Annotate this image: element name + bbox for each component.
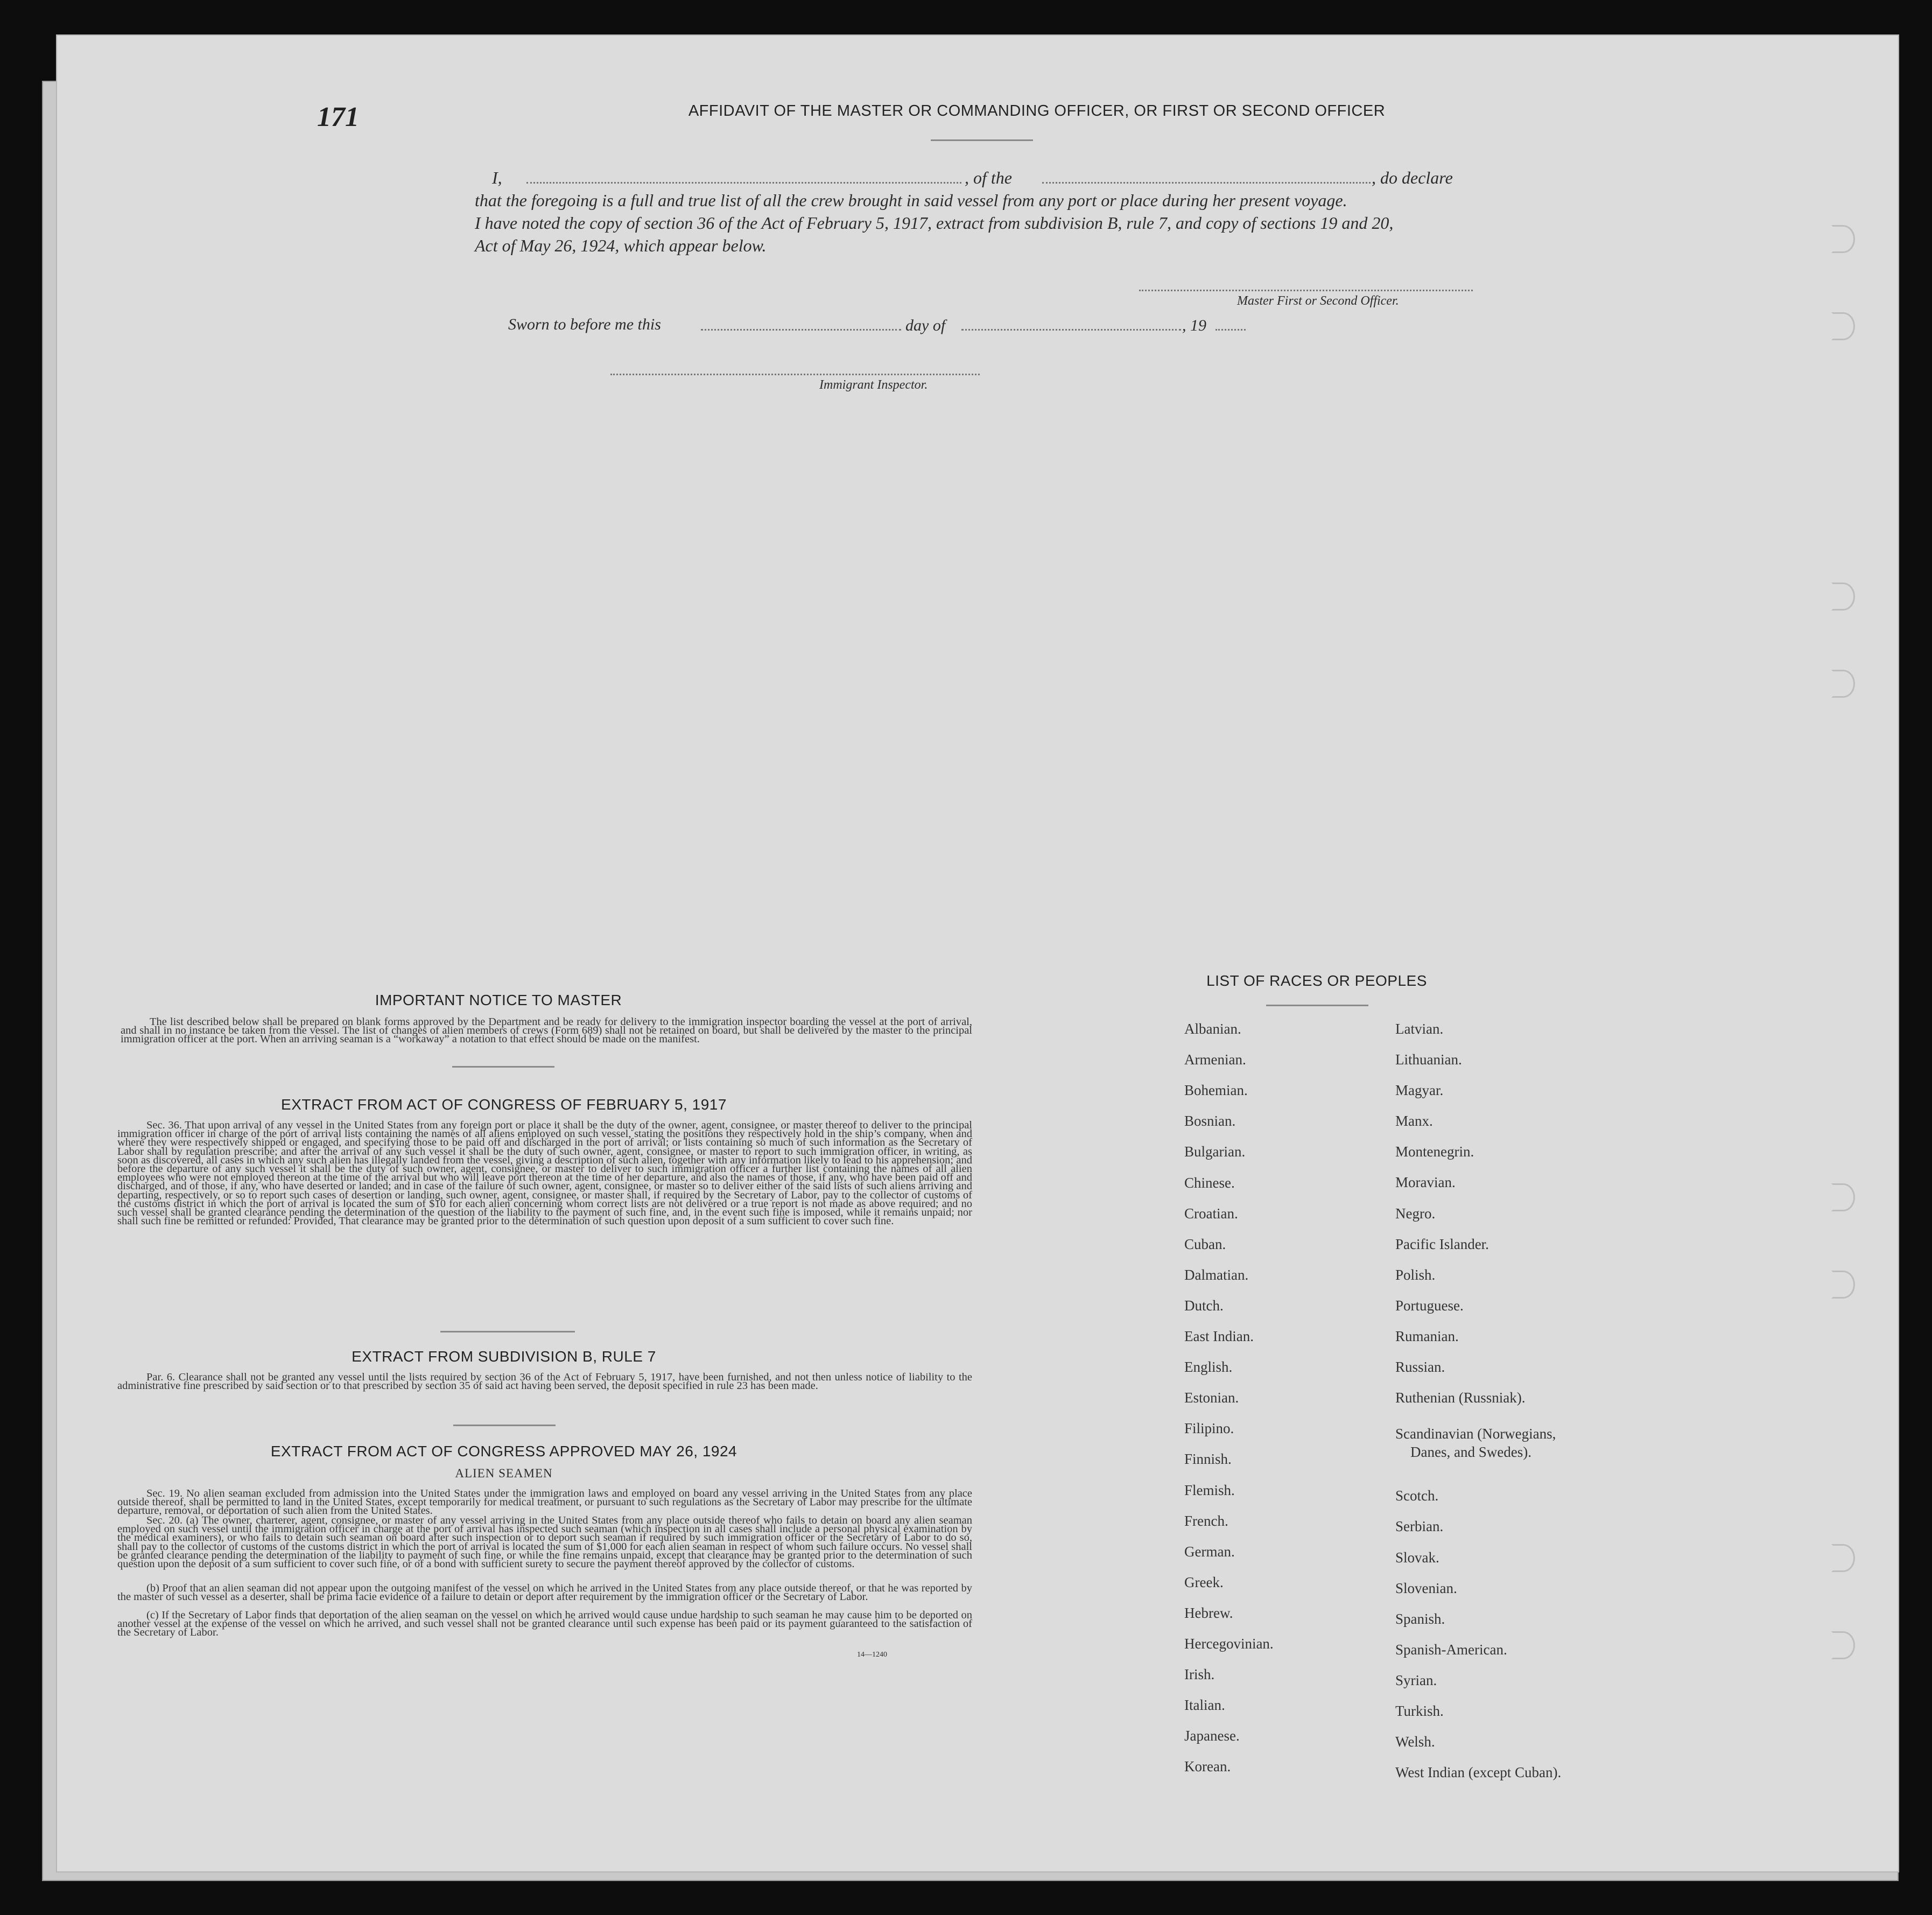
divider bbox=[452, 1066, 554, 1068]
divider bbox=[453, 1425, 556, 1426]
form-number: 14—1240 bbox=[857, 1651, 887, 1659]
race-item: Latvian. bbox=[1395, 1021, 1444, 1037]
affidavit-of-the: , of the bbox=[965, 168, 1012, 187]
race-item: Chinese. bbox=[1184, 1175, 1235, 1191]
race-item: Negro. bbox=[1395, 1205, 1436, 1222]
race-item: Flemish. bbox=[1184, 1482, 1235, 1498]
divider bbox=[931, 139, 1033, 141]
race-item: Syrian. bbox=[1395, 1672, 1437, 1688]
race-item: Bosnian. bbox=[1184, 1113, 1236, 1129]
race-item: Finnish. bbox=[1184, 1451, 1232, 1467]
extract-1917-title: EXTRACT FROM ACT OF CONGRESS OF FEBRUARY 5, 1917 bbox=[281, 1096, 727, 1113]
sec-19-text: Sec. 19. No alien seaman excluded from admission into the United States under the immigration laws and employed on board any vessel arriving in the United States from any place outside thereof, shall be permitted to land in the United States, except temporarily for medical treatment, or pursuant to such regulations as the Secretary of Labor may prescribe for the ultimate departure, removal, or deportation of such alien from the United States. bbox=[117, 1488, 972, 1517]
race-item: Bohemian. bbox=[1184, 1082, 1248, 1098]
race-item: Korean. bbox=[1184, 1758, 1231, 1774]
affidavit-line-2: that the foregoing is a full and true list of all the crew brought in said vessel from any port or place during her present voyage. bbox=[475, 191, 1347, 210]
document-page bbox=[57, 36, 1898, 1871]
extract-1924-title: EXTRACT FROM ACT OF CONGRESS APPROVED MAY 26, 1924 bbox=[270, 1443, 737, 1460]
race-item: Japanese. bbox=[1184, 1728, 1240, 1744]
race-item: Montenegrin. bbox=[1395, 1144, 1474, 1160]
race-item: Spanish-American. bbox=[1395, 1642, 1507, 1658]
race-item: Turkish. bbox=[1395, 1703, 1444, 1719]
notice-title: IMPORTANT NOTICE TO MASTER bbox=[375, 992, 622, 1008]
race-item: Croatian. bbox=[1184, 1205, 1238, 1222]
affidavit-i: I, bbox=[492, 168, 502, 187]
race-item: Rumanian. bbox=[1395, 1328, 1459, 1344]
sworn-label: Sworn to before me this bbox=[508, 315, 661, 333]
sworn-year-line bbox=[1216, 329, 1246, 331]
vessel-field-line bbox=[1042, 182, 1371, 184]
sec-20b-text: (b) Proof that an alien seaman did not appear upon the outgoing manifest of the vessel on which he arrived in the United States from any place outside thereof, or that he was reported by the master of such vessel as a deserter, shall be prima facie evidence of a failure to detain or deport after requirement by the immigration officer or the Secretary of Labor. bbox=[117, 1582, 972, 1603]
race-item: Filipino. bbox=[1184, 1420, 1234, 1436]
race-item: West Indian (except Cuban). bbox=[1395, 1764, 1562, 1780]
race-item: Ruthenian (Russniak). bbox=[1395, 1390, 1526, 1406]
binder-hole bbox=[1831, 583, 1855, 611]
race-item: Moravian. bbox=[1395, 1174, 1456, 1190]
race-item: Scandinavian (Norwegians, bbox=[1395, 1426, 1556, 1442]
sworn-month-line bbox=[961, 329, 1181, 331]
race-item: Greek. bbox=[1184, 1574, 1224, 1590]
race-item: Slovak. bbox=[1395, 1549, 1439, 1566]
day-of-label: day of bbox=[905, 317, 946, 334]
master-signature-label: Master First or Second Officer. bbox=[1237, 294, 1399, 308]
race-item: Albanian. bbox=[1184, 1021, 1241, 1037]
extract-1917-body: Sec. 36. That upon arrival of any vessel in the United States from any foreign port or place it shall be the duty of the owner, agent, consignee, or master thereof to deliver to the principal immigration officer in charge of the port of arrival lists containing the names of all aliens employed on such vessel, stating the positions they respectively hold in the ship’s company, when and where they were respectively shipped or engaged, and specifying those to be paid off and discharged in the port of arrival; or lists containing so much of such information as the Secretary of Labor shall by regulation prescribe; and after the arrival of any such vessel it shall be the duty of such owner, agent, consignee, or master to report to such immigration officer, in writing, as soon as discovered, all cases in which any such alien has illegally landed from the vessel, giving a description of such alien, together with any information likely to lead to his apprehension; and before the departure of any such vessel it shall be the duty of such owner, agent, consignee, or master to deliver to such immigration officer a further list containing the names of all alien employees who were not employed thereon at the time of the arrival but who will leave port thereon at the time of her departure, and also the names of those, if any, who have been paid off and discharged, and of those, if any, who have deserted or landed; and in case of the failure of such owner, agent, consignee, or master so to deliver either of the said lists of such aliens arriving and departing, respectively, or so to report such cases of desertion or landing, such owner, agent, consignee, or master shall, if required by the Secretary of Labor, pay to the collector of customs of the customs district in which the port of arrival is located the sum of $10 for each alien concerning whom correct lists are not delivered or a true report is not made as above required; and no such vessel shall be granted clearance pending the determination of the question of the liability to the payment of such fine, and, in the event such fine is imposed, while it remains unpaid; nor shall such fine be remitted or refunded: Provided, That clearance may be granted prior to the determination of such question upon deposit of a sum sufficient to cover such fine. bbox=[117, 1119, 972, 1227]
race-item: Dutch. bbox=[1184, 1297, 1224, 1314]
race-item: Armenian. bbox=[1184, 1051, 1246, 1068]
inspector-label: Immigrant Inspector. bbox=[819, 378, 928, 392]
race-item: Serbian. bbox=[1395, 1518, 1444, 1534]
races-title: LIST OF RACES OR PEOPLES bbox=[1206, 972, 1427, 989]
race-item: Pacific Islander. bbox=[1395, 1236, 1489, 1252]
subdivision-body: Par. 6. Clearance shall not be granted any vessel until the lists required by section 36 of the Act of February 5, 1917, have been furnished, and not then unless notice of liability to the administrative fine prescribed by said section or to that prescribed by section 35 of said act having been served, the deposit specified in rule 23 has been made. bbox=[117, 1371, 972, 1392]
binder-hole bbox=[1831, 1183, 1855, 1211]
race-item: Cuban. bbox=[1184, 1236, 1226, 1252]
race-item: Hercegovinian. bbox=[1184, 1636, 1274, 1652]
divider bbox=[1266, 1005, 1368, 1006]
binder-hole bbox=[1831, 1544, 1855, 1572]
binder-hole bbox=[1831, 670, 1855, 698]
master-signature-line bbox=[1139, 290, 1473, 291]
binder-hole bbox=[1831, 1631, 1855, 1659]
race-item: Estonian. bbox=[1184, 1390, 1239, 1406]
race-item: Lithuanian. bbox=[1395, 1051, 1462, 1068]
affidavit-do-declare: , do declare bbox=[1372, 168, 1453, 187]
race-item: Polish. bbox=[1395, 1267, 1436, 1283]
race-item: Manx. bbox=[1395, 1113, 1433, 1129]
divider bbox=[440, 1331, 575, 1332]
page-number: 171 bbox=[317, 102, 359, 132]
race-item: German. bbox=[1184, 1544, 1235, 1560]
race-item: French. bbox=[1184, 1513, 1228, 1529]
name-field-line bbox=[526, 182, 961, 184]
race-item: East Indian. bbox=[1184, 1328, 1254, 1344]
notice-body: The list described below shall be prepared on blank forms approved by the Department and be ready for delivery to the immigration inspector boarding the vessel at the port of arrival, and shall in no instance be taken from the vessel. The list of changes of alien members of crews (Form 689) shall not be retained on board, but shall be delivered by the master to the principal immigration officer at the port. When an arriving seaman is a “workaway” a notation to that effect should be made on the manifest. bbox=[121, 1016, 972, 1046]
sec-20c-text: (c) If the Secretary of Labor finds that deportation of the alien seaman on the vessel on which he arrived would cause undue hardship to such seaman he may cause him to be deported on another vessel at the expense of the vessel on which he arrived, and such vessel shall not be granted clearance until such expense has been paid or its payment guaranteed to the satisfaction of the Secretary of Labor. bbox=[117, 1609, 972, 1639]
race-item: Dalmatian. bbox=[1184, 1267, 1249, 1283]
year-label: , 19 bbox=[1182, 317, 1206, 334]
binder-hole bbox=[1831, 1271, 1855, 1299]
race-item: Slovenian. bbox=[1395, 1580, 1457, 1596]
race-item: Irish. bbox=[1184, 1666, 1215, 1682]
race-item: Hebrew. bbox=[1184, 1605, 1233, 1621]
race-item: English. bbox=[1184, 1359, 1233, 1375]
affidavit-line-3: I have noted the copy of section 36 of the Act of February 5, 1917, extract from subdivision B, rule 7, and copy of sections 19 and 20, bbox=[475, 213, 1394, 233]
sec-20a-text: Sec. 20. (a) The owner, charterer, agent, consignee, or master of any vessel arriving in the United States from any place outside thereof who fails to detain on board any alien seaman employed on such vessel until the immigration officer in charge at the port of arrival has inspected such seaman (which inspection in all cases shall include a personal physical examination by the medical examiners), or who fails to detain such seaman on board after such inspection or to deport such seaman if required by such immigration officer or the Secretary of Labor to do so, shall pay to the collector of customs of the customs district in which the port of arrival is located the sum of $1,000 for each alien seaman in respect of whom such failure occurs. No vessel shall be granted clearance pending the determination of the liability to payment of such fine, or while the fine remains unpaid, except that clearance may be granted prior to the determination of such question upon the deposit of a sum sufficient to cover such fine, or of a bond with sufficient surety to secure the payment thereof approved by the collector of customs. bbox=[117, 1514, 972, 1570]
binder-hole bbox=[1831, 225, 1855, 253]
race-item: Bulgarian. bbox=[1184, 1144, 1246, 1160]
affidavit-title: AFFIDAVIT OF THE MASTER OR COMMANDING OFFICER, OR FIRST OR SECOND OFFICER bbox=[688, 102, 1386, 120]
affidavit-line-4: Act of May 26, 1924, which appear below. bbox=[475, 236, 767, 255]
race-item: Italian. bbox=[1184, 1697, 1225, 1713]
alien-seamen-subtitle: ALIEN SEAMEN bbox=[455, 1467, 553, 1480]
binder-hole bbox=[1831, 312, 1855, 340]
race-item: Portuguese. bbox=[1395, 1297, 1464, 1314]
sworn-day-line bbox=[701, 329, 901, 331]
subdivision-title: EXTRACT FROM SUBDIVISION B, RULE 7 bbox=[352, 1348, 656, 1365]
race-item: Scotch. bbox=[1395, 1488, 1439, 1504]
inspector-signature-line bbox=[610, 374, 980, 375]
race-item: Magyar. bbox=[1395, 1082, 1444, 1098]
race-item: Spanish. bbox=[1395, 1611, 1445, 1627]
race-item: Russian. bbox=[1395, 1359, 1445, 1375]
race-item: Danes, and Swedes). bbox=[1410, 1444, 1531, 1460]
race-item: Welsh. bbox=[1395, 1734, 1435, 1750]
